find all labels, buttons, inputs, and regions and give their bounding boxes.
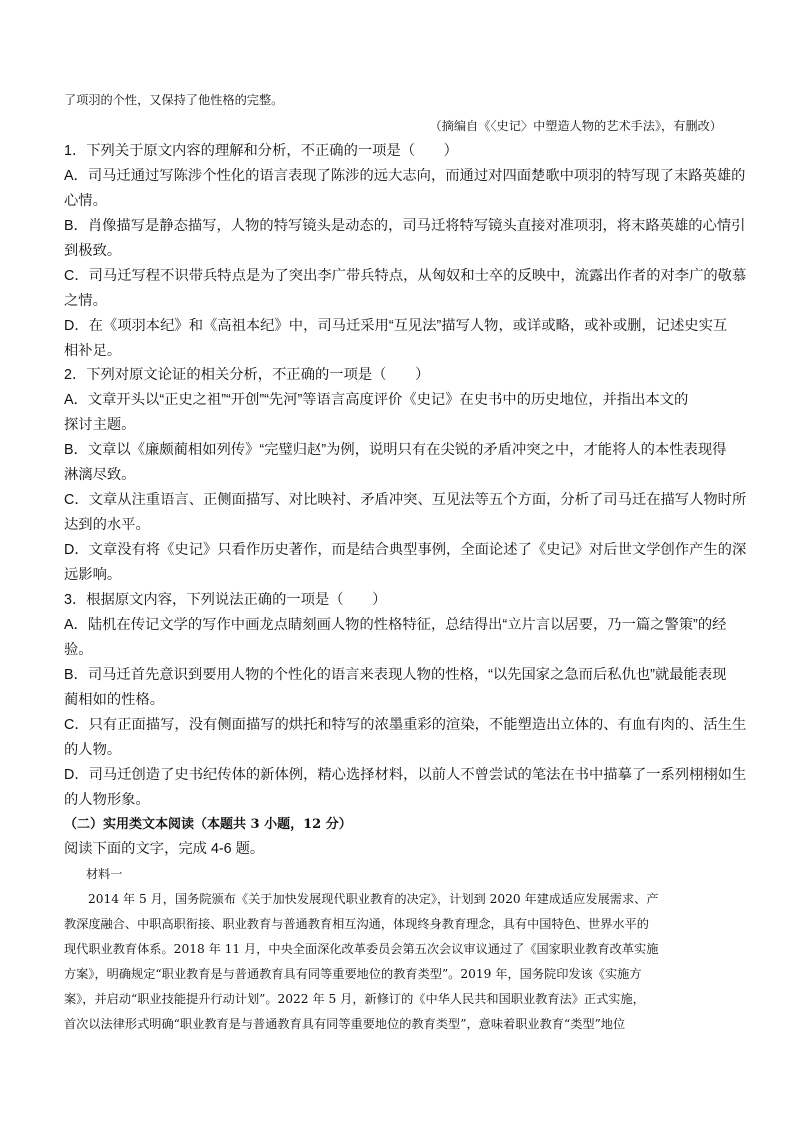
material-paragraph-line-6: 首次以法律形式明确“职业教育是与普通教育具有同等重要地位的教育类型”，意味着职业教育“类型”地位: [64, 1017, 626, 1031]
question-2-option-b: B．文章以《廉颇蔺相如列传》“完璧归赵”为例，说明只有在尖锐的矛盾冲突之中，才能将人的本性表现得: [64, 442, 727, 458]
question-3-option-d: D．司马迁创造了史书纪传体的新体例，精心选择材料，以前人不曾尝试的笔法在书中描摹了一系列栩栩如生: [64, 767, 747, 783]
question-1-stem: 1．下列关于原文内容的理解和分析，不正确的一项是（ ）: [64, 143, 458, 159]
material-label: 材料一: [86, 867, 123, 881]
question-2-option-a-cont: 探讨主题。: [64, 417, 136, 433]
question-2-option-d: D．文章没有将《史记》只看作历史著作，而是结合典型事例，全面论述了《史记》对后世文学创作产生的深: [64, 542, 747, 558]
question-1-option-b: B．肖像描写是静态描写，人物的特写镜头是动态的，司马迁将特写镜头直接对准项羽，将末路英雄的心情引: [64, 218, 746, 234]
question-3-option-b: B．司马迁首先意识到要用人物的个性化的语言来表现人物的性格，“以先国家之急而后私仇也”就最能表现: [64, 667, 727, 683]
question-2-option-a: A．文章开头以“正史之祖”“开创”“先河”等语言高度评价《史记》在史书中的历史地位，并指出本文的: [64, 392, 689, 408]
question-3-option-b-cont: 蔺相如的性格。: [64, 692, 165, 708]
material-paragraph-line-5: 案》，并启动“职业技能提升行动计划”。2022 年 5 月，新修订的《中华人民共和国职业教育法》正式实施，: [64, 992, 645, 1006]
question-2-stem: 2．下列对原文论证的相关分析，不正确的一项是（ ）: [64, 367, 430, 383]
question-2-option-c-cont: 达到的水平。: [64, 517, 150, 533]
question-1-option-c-cont: 之情。: [64, 293, 107, 309]
question-3-option-d-cont: 的人物形象。: [64, 792, 150, 808]
material-paragraph-line-4: 方案》，明确规定“职业教育是与普通教育具有同等重要地位的教育类型”。2019 年，国务院印发该《实施方: [64, 967, 642, 981]
source-citation: （摘编自《〈史记〉中塑造人物的艺术手法》，有删改）: [429, 119, 722, 133]
material-paragraph-line-3: 现代职业教育体系。2018 年 11 月，中央全面深化改革委员会第五次会议审议通过了《国家职业教育改革实施: [64, 942, 659, 956]
question-1-option-a-cont: 心情。: [64, 193, 107, 209]
passage-ending-line: 了项羽的个性，又保持了他性格的完整。: [64, 93, 284, 107]
question-3-stem: 3．根据原文内容，下列说法正确的一项是（ ）: [64, 592, 387, 608]
question-3-option-a: A．陆机在传记文学的写作中画龙点睛刻画人物的性格特征，总结得出“立片言以居要，乃一篇之警策”的经: [64, 617, 727, 633]
question-3-option-c: C．只有正面描写，没有侧面描写的烘托和特写的浓墨重彩的渲染，不能塑造出立体的、有血有肉的、活生生: [64, 717, 747, 733]
question-3-option-a-cont: 验。: [64, 642, 93, 658]
section-heading: （二）实用类文本阅读（本题共 3 小题，12 分）: [64, 817, 352, 832]
question-1-option-b-cont: 到极致。: [64, 243, 122, 259]
question-1-option-a: A．司马迁通过写陈涉个性化的语言表现了陈涉的远大志向，而通过对四面楚歌中项羽的特写现了末路英雄的: [64, 168, 746, 184]
question-1-option-d-cont: 相补足。: [64, 343, 122, 359]
question-3-option-c-cont: 的人物。: [64, 742, 122, 758]
material-paragraph-line-2: 教深度融合、中职高职衔接、职业教育与普通教育相互沟通，体现终身教育理念，具有中国特色、世界水平的: [64, 917, 649, 931]
question-2-option-b-cont: 淋漓尽致。: [64, 467, 136, 483]
question-1-option-d: D．在《项羽本纪》和《高祖本纪》中，司马迁采用“互见法”描写人物，或详或略，或补或删，记述史实互: [64, 318, 728, 334]
question-2-option-c: C．文章从注重语言、正侧面描写、对比映衬、矛盾冲突、互见法等五个方面，分析了司马迁在描写人物时所: [64, 492, 747, 508]
reading-instruction: 阅读下面的文字，完成 4-6 题。: [64, 841, 265, 857]
material-paragraph-line-1: 2014 年 5 月，国务院颁布《关于加快发展现代职业教育的决定》，计划到 2020 年建成适应发展需求、产: [88, 892, 659, 906]
question-2-option-d-cont: 远影响。: [64, 567, 122, 583]
question-1-option-c: C．司马迁写程不识带兵特点是为了突出李广带兵特点，从匈奴和士卒的反映中，流露出作者的对李广的敬慕: [64, 268, 747, 284]
